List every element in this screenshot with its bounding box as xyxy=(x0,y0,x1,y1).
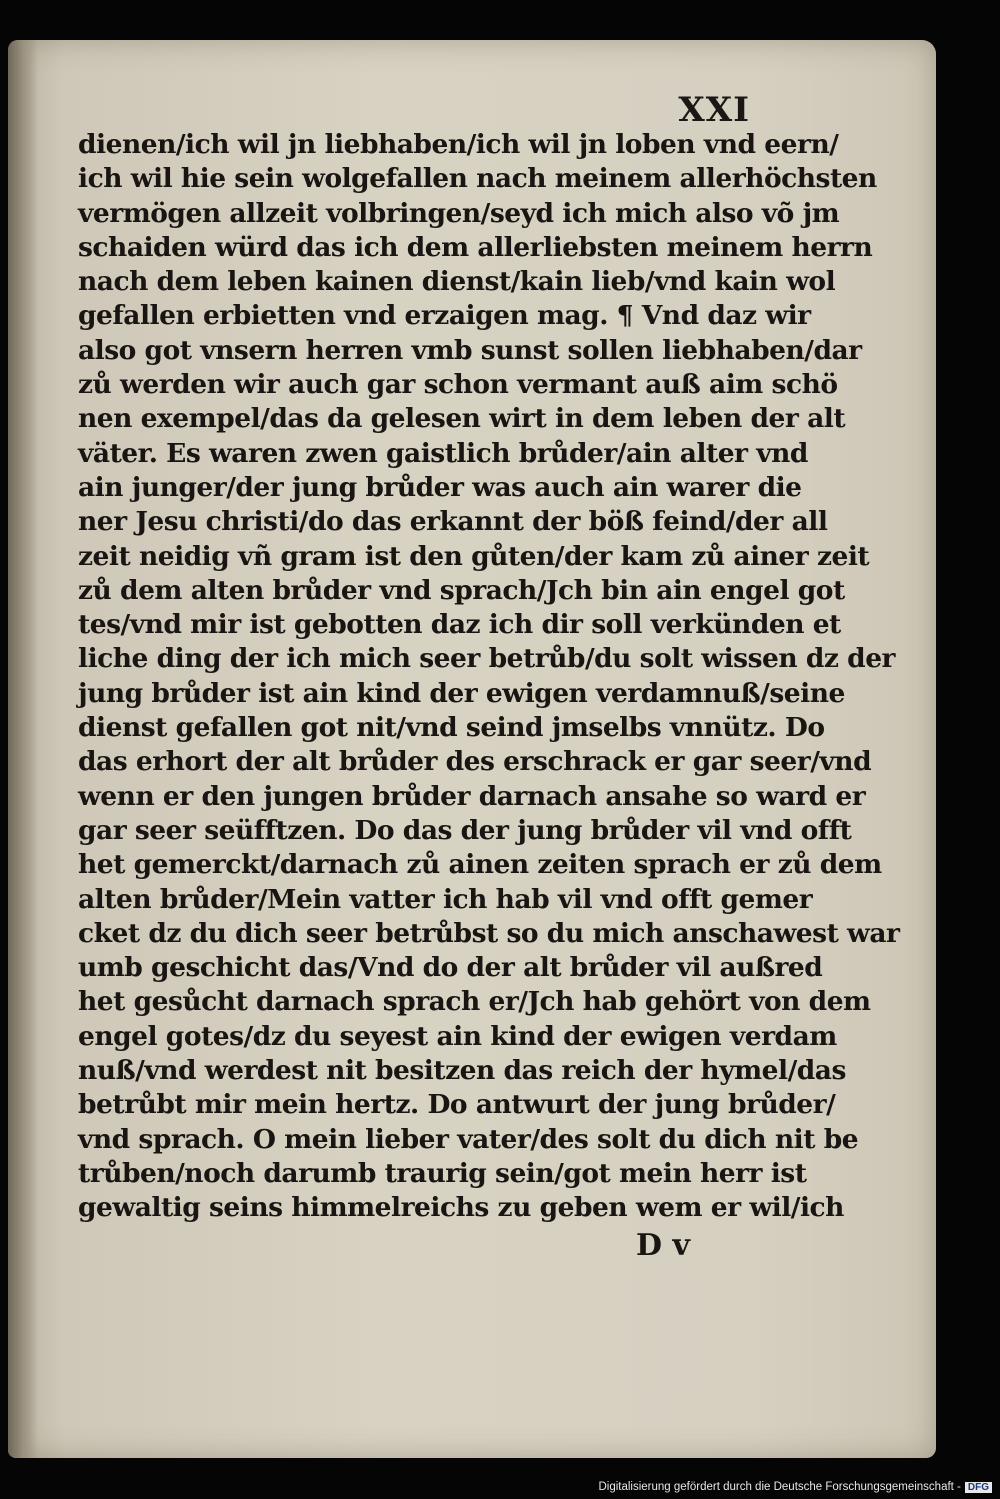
text-line: nach dem leben kainen dienst/kain lieb/vnd kain wol xyxy=(78,266,836,298)
text-line: gewaltig seins himmelreichs zu geben wem er wil/ich xyxy=(78,1192,844,1224)
text-line: zů werden wir auch gar schon vermant auß aim schö xyxy=(78,369,838,401)
text-block xyxy=(78,128,900,1226)
text-line: liche ding der ich mich seer betrůb/du solt wissen dz der xyxy=(78,643,896,675)
text-line: väter. Es waren zwen gaistlich brůder/ain alter vnd xyxy=(78,437,808,469)
text-line: vnd sprach. O mein lieber vater/des solt du dich nit be xyxy=(78,1123,859,1155)
text-line: also got vnsern herren vmb sunst sollen liebhaben/dar xyxy=(78,334,862,366)
text-line: ain junger/der jung brůder was auch ain warer die xyxy=(78,471,802,503)
text-line: trůben/noch darumb traurig sein/got mein herr ist xyxy=(78,1157,807,1189)
page-gutter xyxy=(8,40,38,1458)
book-page xyxy=(8,40,936,1458)
footer-credit: Digitalisierung gefördert durch die Deutsche Forschungsgemeinschaft - xyxy=(598,1481,961,1493)
text-line: nen exempel/das da gelesen wirt in dem leben der alt xyxy=(78,403,846,435)
text-line: alten brůder/Mein vatter ich hab vil vnd offt gemer xyxy=(78,883,813,915)
text-line: gar seer seüfftzen. Do das der jung brůder vil vnd offt xyxy=(78,814,852,846)
text-line: engel gotes/dz du seyest ain kind der ewigen verdam xyxy=(78,1020,837,1052)
folio-number: XXI xyxy=(678,90,750,130)
text-line: cket dz du dich seer betrůbst so du mich anschawest war xyxy=(78,917,900,949)
text-line: wenn er den jungen brůder darnach ansahe so ward er xyxy=(78,780,866,812)
text-line: dienst gefallen got nit/vnd seind jmselbs vnnütz. Do xyxy=(78,712,825,744)
text-line: dienen/ich wil jn liebhaben/ich wil jn loben vnd eern/ xyxy=(78,129,839,160)
text-line: ner Jesu christi/do das erkannt der böß feind/der all xyxy=(78,506,828,538)
text-line: vermögen allzeit volbringen/seyd ich mich also võ jm xyxy=(78,197,840,229)
text-line: betrůbt mir mein hertz. Do antwurt der jung brůder/ xyxy=(78,1089,836,1121)
text-line: tes/vnd mir ist gebotten daz ich dir soll verkünden et xyxy=(78,609,841,641)
text-line: das erhort der alt brůder des erschrack er gar seer/vnd xyxy=(78,746,872,778)
text-line: schaiden würd das ich dem allerliebsten meinem herrn xyxy=(78,231,873,263)
text-line: ich wil hie sein wolgefallen nach meinem allerhöchsten xyxy=(78,163,877,195)
text-line: zeit neidig vñ gram ist den gůten/der kam zů ainer zeit xyxy=(78,540,870,572)
text-line: gefallen erbietten vnd erzaigen mag. ¶ Vnd daz wir xyxy=(78,300,811,332)
text-line: nuß/vnd werdest nit besitzen das reich der hymel/das xyxy=(78,1055,846,1087)
text-line: jung brůder ist ain kind der ewigen verdamnuß/seine xyxy=(78,677,845,709)
text-line: zů dem alten brůder vnd sprach/Jch bin ain engel got xyxy=(78,574,845,606)
text-line: het gemerckt/darnach zů ainen zeiten sprach er zů dem xyxy=(78,849,882,881)
text-line: umb geschicht das/Vnd do der alt brůder vil außred xyxy=(78,952,823,984)
digitization-footer xyxy=(598,1481,992,1493)
signature-mark: D v xyxy=(636,1228,690,1263)
dfg-logo: DFG xyxy=(965,1482,992,1493)
text-line: het gesůcht darnach sprach er/Jch hab gehört von dem xyxy=(78,986,871,1018)
